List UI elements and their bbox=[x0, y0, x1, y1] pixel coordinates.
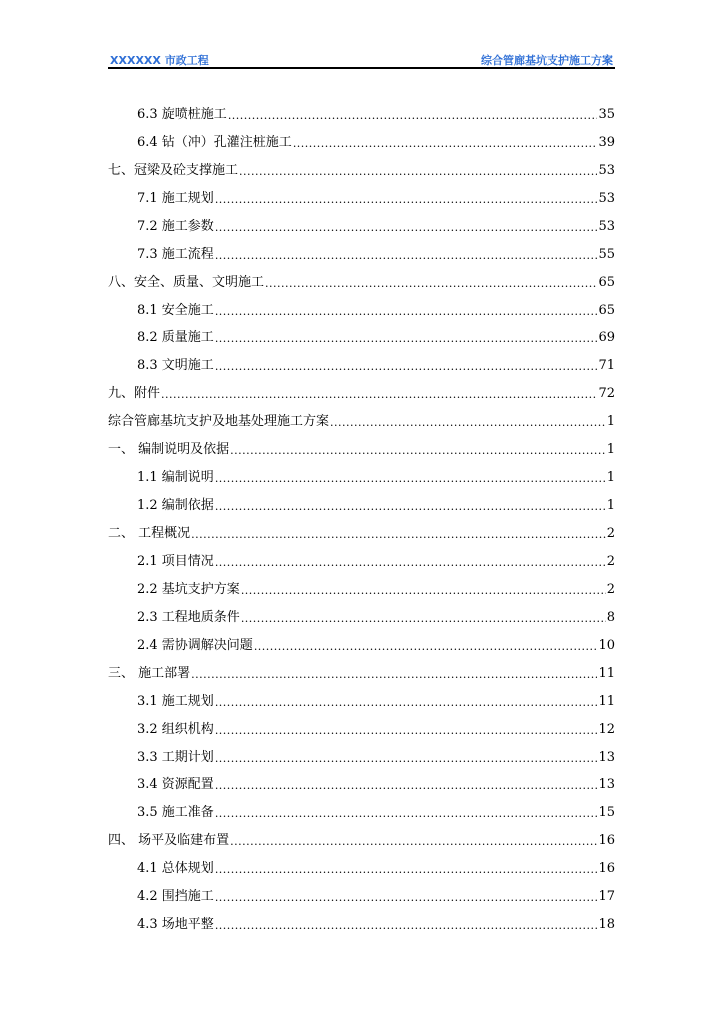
toc-entry-title: 九、附件 bbox=[108, 386, 161, 402]
toc-entry-title: 6.3 旋喷桩施工 bbox=[137, 106, 227, 122]
toc-dot-leader bbox=[293, 137, 598, 151]
toc-entry[interactable] bbox=[108, 821, 615, 849]
toc-entry[interactable] bbox=[108, 346, 615, 374]
toc-entry-page: 65 bbox=[598, 274, 615, 290]
toc-dot-leader bbox=[215, 724, 598, 738]
toc-entry[interactable] bbox=[108, 207, 615, 235]
toc-entry-title: 3.1 施工规划 bbox=[137, 693, 214, 709]
toc-entry-title: 2.2 基坑支护方案 bbox=[137, 581, 240, 597]
toc-entry-title: 4.2 围挡施工 bbox=[137, 889, 214, 905]
toc-dot-leader bbox=[228, 109, 598, 123]
toc-dot-leader bbox=[330, 416, 606, 430]
toc-entry-page: 10 bbox=[598, 637, 615, 653]
toc-entry[interactable] bbox=[108, 263, 615, 291]
toc-dot-leader bbox=[241, 612, 606, 626]
toc-dot-leader bbox=[215, 556, 606, 570]
toc-entry-title: 7.1 施工规划 bbox=[137, 190, 214, 206]
toc-entry[interactable] bbox=[108, 905, 615, 933]
toc-entry[interactable] bbox=[108, 123, 615, 151]
toc-dot-leader bbox=[215, 807, 598, 821]
toc-dot-leader bbox=[265, 277, 597, 291]
toc-dot-leader bbox=[241, 584, 606, 598]
toc-dot-leader bbox=[191, 528, 606, 542]
toc-dot-leader bbox=[215, 500, 606, 514]
toc-entry-page: 1 bbox=[606, 414, 615, 430]
header-document-title: 综合管廊基坑支护施工方案 bbox=[481, 54, 613, 67]
toc-entry[interactable] bbox=[108, 849, 615, 877]
toc-entry-title: 3.2 组织机构 bbox=[137, 721, 214, 737]
toc-entry[interactable] bbox=[108, 402, 615, 430]
toc-entry-title: 3.4 资源配置 bbox=[137, 777, 214, 793]
toc-entry-title: 七、冠梁及砼支撑施工 bbox=[108, 162, 239, 178]
toc-entry-title: 二、 工程概况 bbox=[108, 526, 191, 541]
toc-entry[interactable] bbox=[108, 430, 615, 458]
toc-entry-title: 三、 施工部署 bbox=[108, 665, 191, 681]
toc-dot-leader bbox=[161, 388, 597, 402]
toc-entry[interactable] bbox=[108, 374, 615, 402]
toc-entry-page: 71 bbox=[598, 358, 615, 374]
table-of-contents bbox=[108, 95, 615, 933]
toc-entry-page: 18 bbox=[598, 917, 615, 933]
toc-entry-page: 16 bbox=[598, 861, 615, 877]
toc-entry-title: 7.3 施工流程 bbox=[137, 246, 214, 262]
toc-dot-leader bbox=[230, 835, 597, 849]
toc-entry-page: 35 bbox=[598, 106, 615, 122]
toc-entry[interactable] bbox=[108, 766, 615, 794]
toc-entry-page: 1 bbox=[606, 498, 615, 514]
toc-dot-leader bbox=[215, 863, 598, 877]
toc-entry-title: 8.1 安全施工 bbox=[137, 302, 214, 318]
toc-entry-title: 1.2 编制依据 bbox=[137, 498, 214, 514]
toc-entry-page: 1 bbox=[606, 470, 615, 486]
toc-entry[interactable] bbox=[108, 458, 615, 486]
toc-dot-leader bbox=[215, 221, 598, 235]
toc-entry-title: 综合管廊基坑支护及地基处理施工方案 bbox=[108, 414, 330, 430]
toc-entry-page: 53 bbox=[598, 162, 615, 178]
toc-entry[interactable] bbox=[108, 793, 615, 821]
toc-entry[interactable] bbox=[108, 542, 615, 570]
toc-entry-page: 53 bbox=[598, 190, 615, 206]
toc-entry-title: 1.1 编制说明 bbox=[137, 470, 214, 486]
toc-entry[interactable] bbox=[108, 319, 615, 347]
toc-dot-leader bbox=[254, 640, 598, 654]
toc-dot-leader bbox=[215, 332, 598, 346]
toc-dot-leader bbox=[215, 919, 598, 933]
toc-entry[interactable] bbox=[108, 570, 615, 598]
toc-entry-title: 4.3 场地平整 bbox=[137, 917, 214, 933]
toc-entry-page: 16 bbox=[598, 833, 615, 849]
toc-entry-page: 11 bbox=[598, 665, 615, 681]
toc-dot-leader bbox=[215, 305, 598, 319]
toc-entry-title: 8.3 文明施工 bbox=[137, 358, 214, 374]
toc-entry-page: 72 bbox=[598, 386, 615, 402]
toc-entry-page: 2 bbox=[606, 526, 615, 541]
toc-entry[interactable] bbox=[108, 682, 615, 710]
toc-entry[interactable] bbox=[108, 151, 615, 179]
toc-entry[interactable] bbox=[108, 710, 615, 738]
toc-entry[interactable] bbox=[108, 598, 615, 626]
toc-entry-page: 8 bbox=[606, 609, 615, 625]
toc-dot-leader bbox=[215, 193, 598, 207]
toc-entry-title: 7.2 施工参数 bbox=[137, 218, 214, 234]
toc-dot-leader bbox=[215, 752, 598, 766]
toc-entry-title: 2.3 工程地质条件 bbox=[137, 609, 240, 625]
toc-entry[interactable] bbox=[108, 291, 615, 319]
toc-entry-page: 13 bbox=[598, 777, 615, 793]
toc-dot-leader bbox=[215, 360, 598, 374]
toc-entry-title: 2.1 项目情况 bbox=[137, 553, 214, 569]
toc-dot-leader bbox=[191, 668, 597, 682]
toc-dot-leader bbox=[230, 444, 606, 458]
toc-entry-page: 1 bbox=[606, 442, 615, 458]
toc-entry-title: 3.3 工期计划 bbox=[137, 749, 214, 765]
toc-entry-page: 65 bbox=[598, 302, 615, 318]
toc-entry-page: 39 bbox=[598, 134, 615, 150]
header-rule bbox=[108, 67, 615, 69]
toc-dot-leader bbox=[215, 891, 598, 905]
toc-dot-leader bbox=[215, 779, 598, 793]
toc-entry-page: 13 bbox=[598, 749, 615, 765]
toc-entry-page: 12 bbox=[598, 721, 615, 737]
toc-entry-title: 3.5 施工准备 bbox=[137, 805, 214, 821]
toc-entry-page: 53 bbox=[598, 218, 615, 234]
toc-entry[interactable] bbox=[108, 877, 615, 905]
toc-entry-page: 55 bbox=[598, 246, 615, 262]
toc-entry[interactable] bbox=[108, 235, 615, 263]
toc-entry[interactable] bbox=[108, 738, 615, 766]
toc-entry-title: 8.2 质量施工 bbox=[137, 330, 214, 346]
toc-entry-title: 6.4 钻（冲）孔灌注桩施工 bbox=[137, 134, 292, 150]
toc-entry[interactable] bbox=[108, 179, 615, 207]
toc-dot-leader bbox=[215, 249, 598, 263]
toc-dot-leader bbox=[215, 472, 606, 486]
toc-entry[interactable] bbox=[108, 654, 615, 682]
toc-entry-page: 2 bbox=[606, 581, 615, 597]
header-company: XXXXXX 市政工程 bbox=[110, 54, 209, 67]
toc-entry-title: 四、 场平及临建布置 bbox=[108, 833, 230, 849]
toc-dot-leader bbox=[239, 165, 597, 179]
toc-entry-page: 15 bbox=[598, 805, 615, 821]
toc-entry-title: 一、 编制说明及依据 bbox=[108, 442, 230, 458]
toc-entry[interactable] bbox=[108, 514, 615, 542]
toc-dot-leader bbox=[215, 696, 598, 710]
page-header bbox=[108, 50, 615, 70]
toc-entry[interactable] bbox=[108, 486, 615, 514]
toc-entry-title: 八、安全、质量、文明施工 bbox=[108, 274, 265, 290]
toc-entry-page: 17 bbox=[598, 889, 615, 905]
toc-entry-page: 69 bbox=[598, 330, 615, 346]
toc-entry-title: 4.1 总体规划 bbox=[137, 861, 214, 877]
toc-entry-page: 11 bbox=[598, 693, 615, 709]
toc-entry-title: 2.4 需协调解决问题 bbox=[137, 637, 253, 653]
toc-entry[interactable] bbox=[108, 626, 615, 654]
toc-entry-page: 2 bbox=[606, 553, 615, 569]
toc-entry[interactable] bbox=[108, 95, 615, 123]
